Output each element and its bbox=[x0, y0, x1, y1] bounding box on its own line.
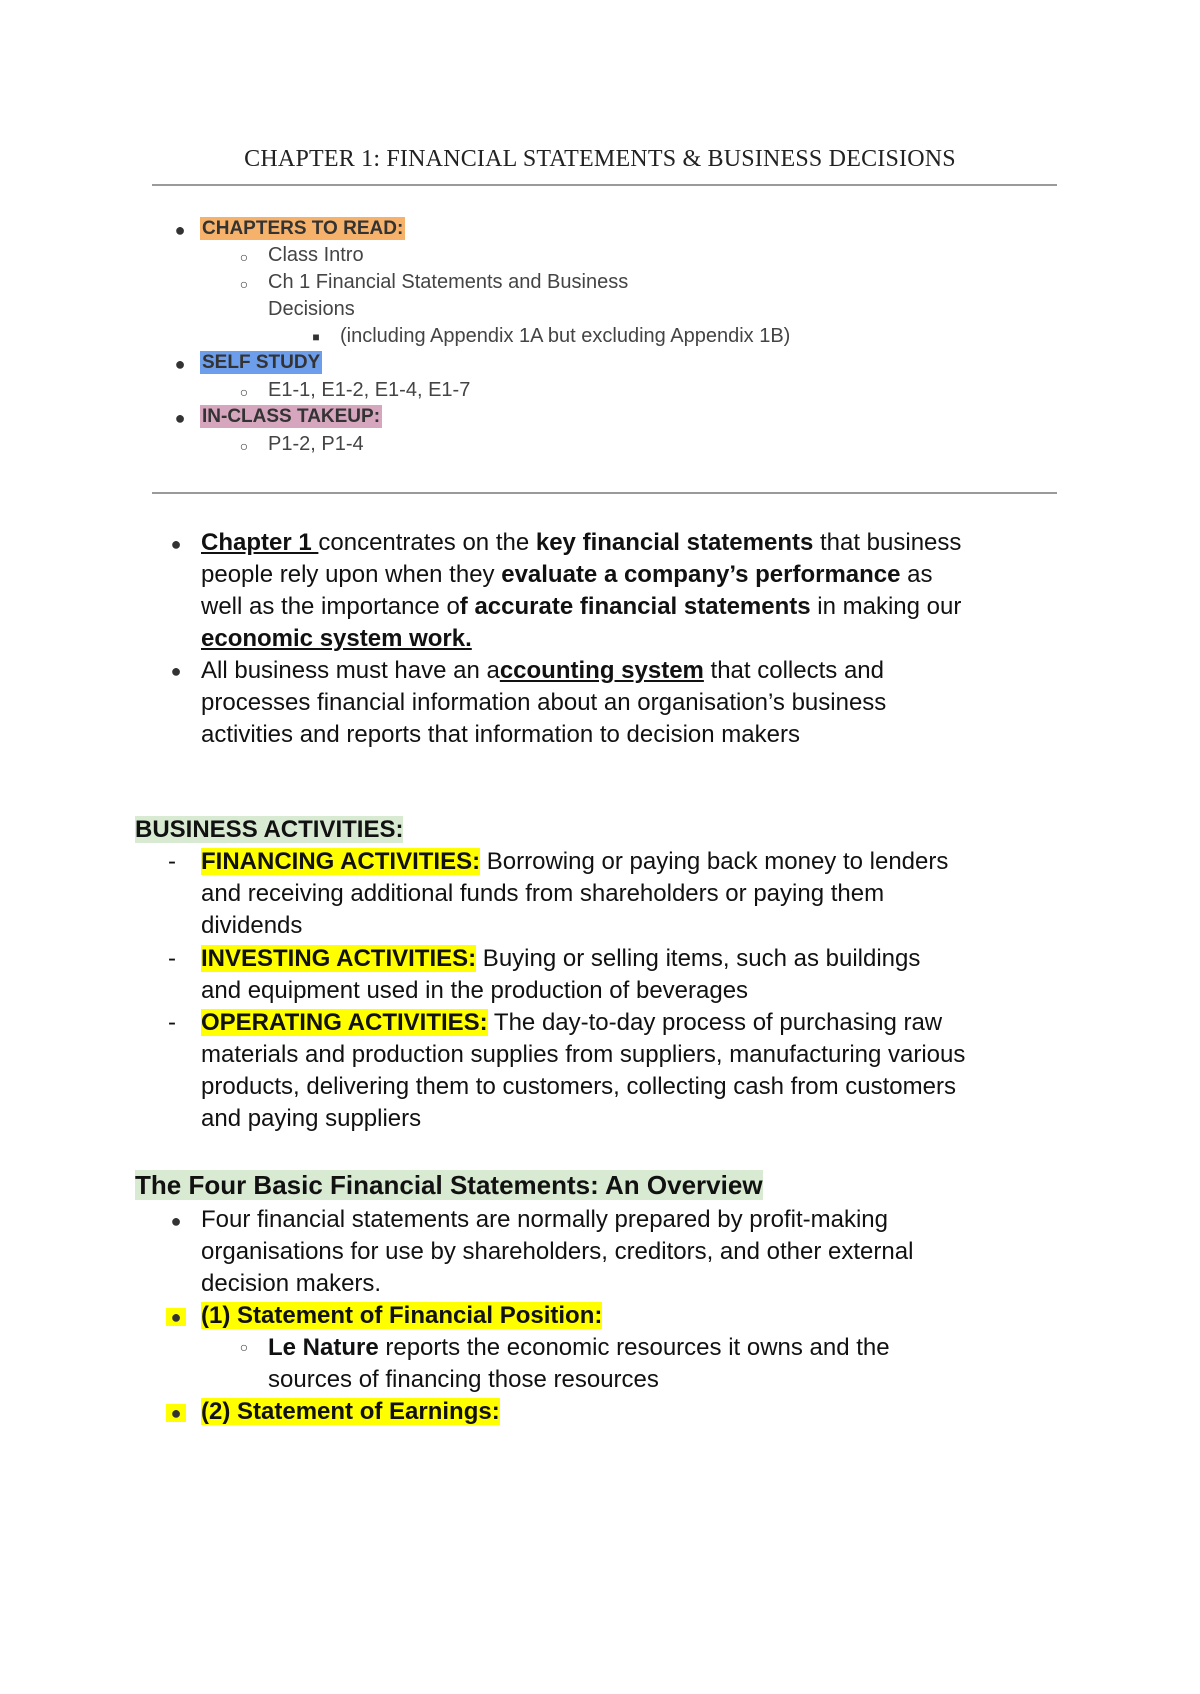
statement-earnings-label: (2) Statement of Earnings: bbox=[201, 1398, 500, 1425]
bullet-circle: ○ bbox=[239, 249, 249, 265]
bullet-dot: ● bbox=[166, 1308, 186, 1326]
financing-line3: dividends bbox=[201, 912, 303, 939]
overview-line3: decision makers. bbox=[201, 1270, 382, 1297]
bullet-circle: ○ bbox=[239, 276, 249, 292]
bullet-dot: ● bbox=[166, 1404, 186, 1422]
financial-position-line1: Le Nature reports the economic resources it owns and the bbox=[268, 1334, 890, 1361]
operating-line1: OPERATING ACTIVITIES: The day-to-day process of purchasing raw bbox=[201, 1009, 943, 1036]
operating-line4: and paying suppliers bbox=[201, 1105, 422, 1132]
bullet-circle: ○ bbox=[239, 384, 249, 400]
bullet-dot: ● bbox=[174, 408, 186, 428]
statement-financial-position-label: (1) Statement of Financial Position: bbox=[201, 1302, 603, 1329]
intro-p2-line1: All business must have an accounting system that collects and bbox=[201, 657, 884, 684]
bullet-circle: ○ bbox=[239, 1339, 249, 1355]
in-class-takeup-label: IN-CLASS TAKEUP: bbox=[202, 406, 381, 427]
overview-line1: Four financial statements are normally prepared by profit-making bbox=[201, 1206, 888, 1233]
takeup-item: P1-2, P1-4 bbox=[268, 433, 364, 455]
financing-line2: and receiving additional funds from shareholders or paying them bbox=[201, 880, 885, 907]
bullet-dot: ● bbox=[174, 354, 186, 374]
operating-line2: materials and production supplies from suppliers, manufacturing various bbox=[201, 1041, 966, 1068]
bullet-dot: ● bbox=[170, 661, 182, 681]
intro-p2-line3: activities and reports that information to decision makers bbox=[201, 721, 800, 748]
read-item-ch1: Ch 1 Financial Statements and Business bbox=[268, 271, 629, 293]
divider-bottom bbox=[152, 492, 1057, 494]
divider-top bbox=[152, 184, 1057, 186]
bullet-dot: ● bbox=[170, 534, 182, 554]
dash-marker: - bbox=[168, 1009, 176, 1036]
self-study-item: E1-1, E1-2, E1-4, E1-7 bbox=[268, 379, 471, 401]
financing-line1: FINANCING ACTIVITIES: Borrowing or paying back money to lenders bbox=[201, 848, 949, 875]
read-item-ch1-cont: Decisions bbox=[268, 298, 355, 320]
intro-p2-line2: processes financial information about an organisation’s business bbox=[201, 689, 887, 716]
operating-line3: products, delivering them to customers, collecting cash from customers bbox=[201, 1073, 956, 1100]
financial-position-line2: sources of financing those resources bbox=[268, 1366, 659, 1393]
intro-p1-line4: economic system work. bbox=[201, 625, 472, 652]
overview-line2: organisations for use by shareholders, creditors, and other external bbox=[201, 1238, 914, 1265]
bullet-dot: ● bbox=[174, 220, 186, 240]
intro-p1-line3: well as the importance of accurate financial statements in making our bbox=[201, 593, 962, 620]
bullet-square: ■ bbox=[312, 330, 320, 344]
intro-p1-line2: people rely upon when they evaluate a company’s performance as bbox=[201, 561, 933, 588]
bullet-dot: ● bbox=[170, 1211, 182, 1231]
chapters-to-read-label: CHAPTERS TO READ: bbox=[202, 218, 404, 239]
business-activities-heading: BUSINESS ACTIVITIES: bbox=[135, 816, 404, 843]
investing-line2: and equipment used in the production of beverages bbox=[201, 977, 749, 1004]
read-sub-item: (including Appendix 1A but excluding Appendix 1B) bbox=[340, 325, 791, 347]
bullet-circle: ○ bbox=[239, 438, 249, 454]
page-title: CHAPTER 1: FINANCIAL STATEMENTS & BUSINESS DECISIONS bbox=[244, 146, 956, 172]
self-study-label: SELF STUDY bbox=[202, 352, 321, 373]
dash-marker: - bbox=[168, 945, 176, 972]
dash-marker: - bbox=[168, 848, 176, 875]
read-item-class-intro: Class Intro bbox=[268, 244, 364, 266]
intro-p1-line1: Chapter 1 concentrates on the key financial statements that business bbox=[201, 529, 962, 556]
overview-heading: The Four Basic Financial Statements: An Overview bbox=[135, 1170, 763, 1200]
investing-line1: INVESTING ACTIVITIES: Buying or selling items, such as buildings bbox=[201, 945, 921, 972]
